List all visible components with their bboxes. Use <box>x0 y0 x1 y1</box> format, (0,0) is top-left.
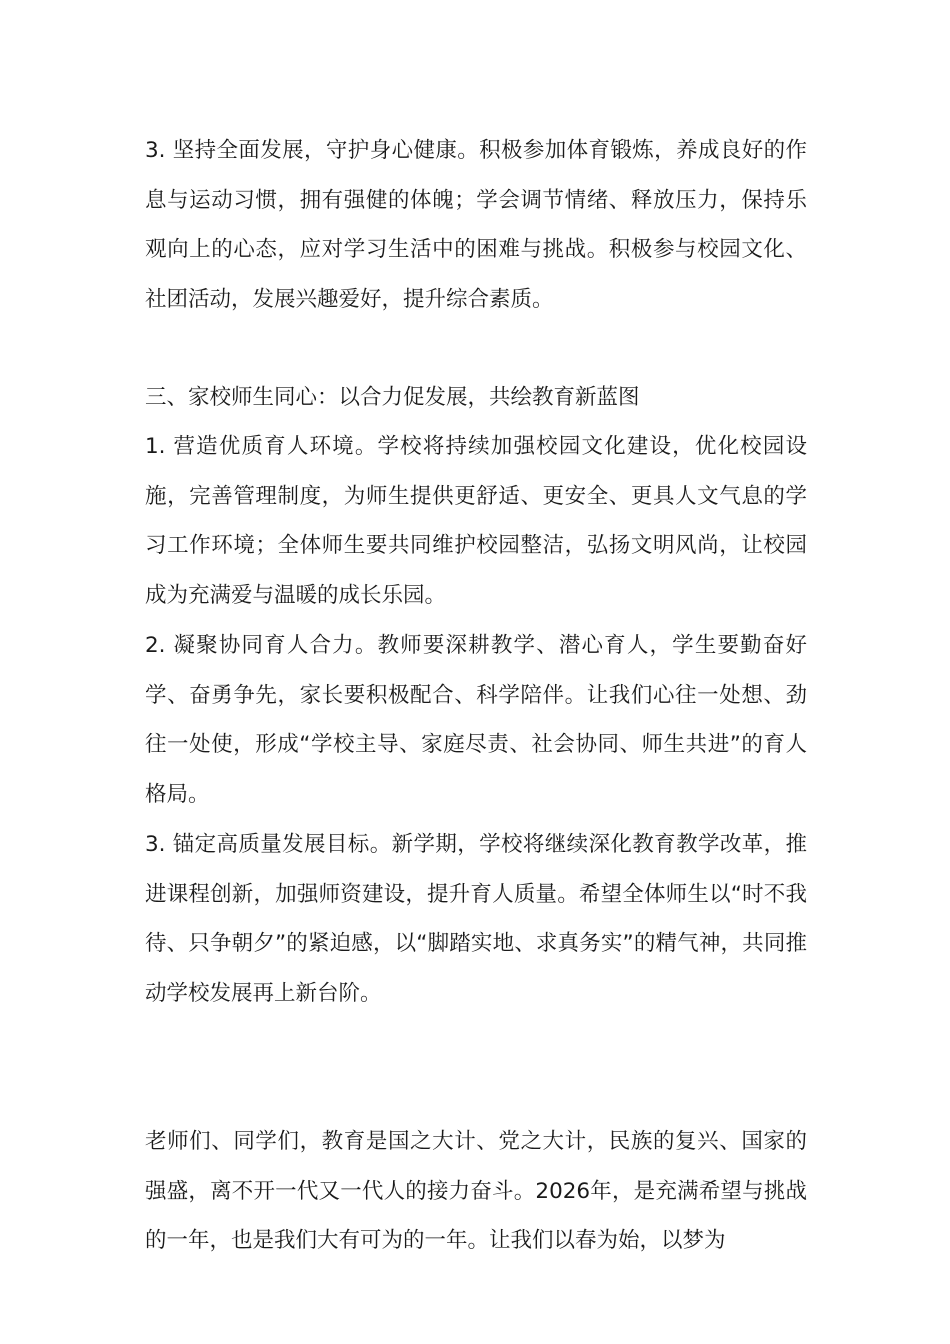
paragraph-text: 1. 营造优质育人环境。学校将持续加强校园文化建设，优化校园设施，完善管理制度，为师生提供更舒适、更安全、更具人文气息的学习工作环境；全体师生要共同维护校园整洁，弘扬文明风尚，让校园成为充满爱与温暖的成长乐园。 <box>145 434 807 608</box>
section3-item-2 <box>145 621 807 819</box>
section3-heading <box>145 373 807 423</box>
section3-item-1 <box>145 422 807 620</box>
heading-text: 三、家校师生同心：以合力促发展，共绘教育新蓝图 <box>145 385 640 410</box>
paragraph-text: 老师们、同学们，教育是国之大计、党之大计，民族的复兴、国家的强盛，离不开一代又一代人的接力奋斗。2026年，是充满希望与挑战的一年，也是我们大有可为的一年。让我们以春为始，以梦为 <box>145 1129 807 1254</box>
paragraph-text: 2. 凝聚协同育人合力。教师要深耕教学、潜心育人，学生要勤奋好学、奋勇争先，家长要积极配合、科学陪伴。让我们心往一处想、劲往一处使，形成“学校主导、家庭尽责、社会协同、师生共进”的育人格局。 <box>145 633 807 807</box>
closing-paragraph <box>145 1117 807 1266</box>
paragraph-text: 3. 坚持全面发展，守护身心健康。积极参加体育锻炼，养成良好的作息与运动习惯，拥有强健的体魄；学会调节情绪、释放压力，保持乐观向上的心态，应对学习生活中的困难与挑战。积极参与校园文化、社团活动，发展兴趣爱好，提升综合素质。 <box>145 138 807 312</box>
section3-item-3 <box>145 820 807 1018</box>
paragraph-text: 3. 锚定高质量发展目标。新学期，学校将继续深化教育教学改革，推进课程创新，加强师资建设，提升育人质量。希望全体师生以“时不我待、只争朝夕”的紧迫感，以“脚踏实地、求真务实”的精气神，共同推动学校发展再上新台阶。 <box>145 832 807 1006</box>
section2-item-3 <box>145 126 807 324</box>
